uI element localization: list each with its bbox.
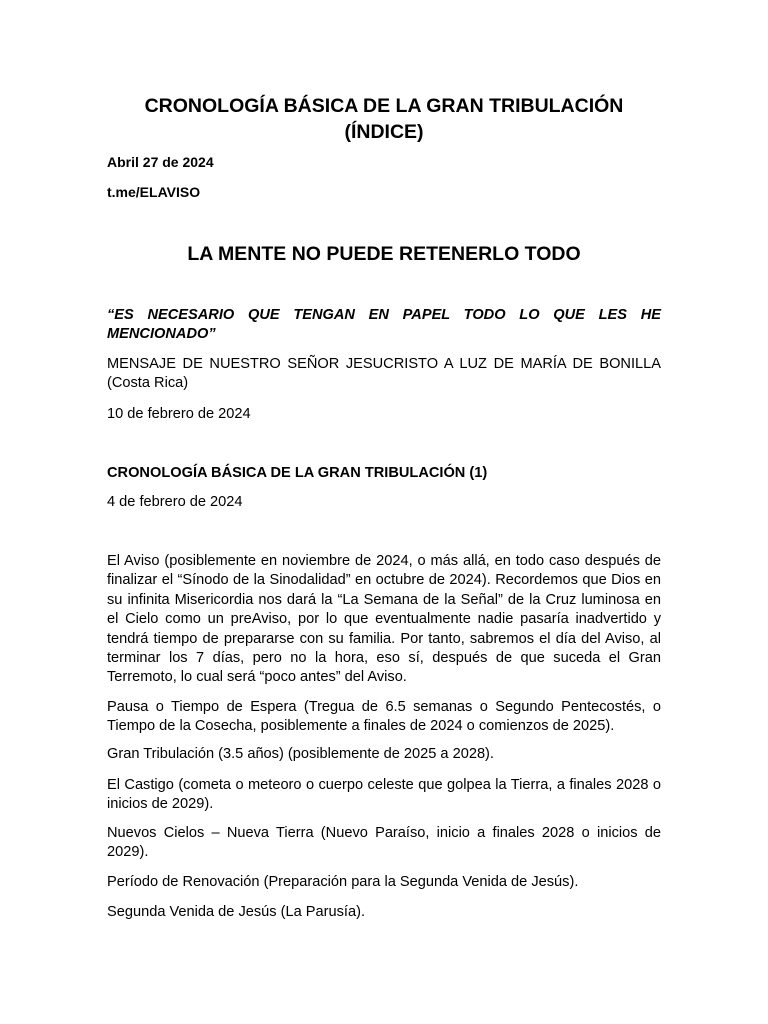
subheading-date: 4 de febrero de 2024: [107, 494, 243, 510]
document-title: [107, 93, 661, 145]
entry-segunda-venida: Segunda Venida de Jesús (La Parusía).: [107, 904, 365, 920]
section-heading: LA MENTE NO PUEDE RETENERLO TODO: [187, 243, 581, 265]
message-date: 10 de febrero de 2024: [107, 406, 251, 422]
entry-renovacion: Período de Renovación (Preparación para la Segunda Venida de Jesús).: [107, 874, 579, 890]
entry-pausa: Pausa o Tiempo de Espera (Tregua de 6.5 semanas o Segundo Pentecostés, o Tiempo de la Cosecha, posiblemente a finales de 2024 o comienzos de 2025).: [107, 699, 661, 735]
subheading: CRONOLOGÍA BÁSICA DE LA GRAN TRIBULACIÓN (1): [107, 465, 488, 481]
title-line-1: CRONOLOGÍA BÁSICA DE LA GRAN TRIBULACIÓN: [144, 95, 624, 117]
title-line-2: (ÍNDICE): [344, 121, 424, 143]
document-date: Abril 27 de 2024: [107, 154, 214, 170]
entry-nuevos-cielos: Nuevos Cielos – Nueva Tierra (Nuevo Paraíso, inicio a finales 2028 o inicios de 2029).: [107, 825, 661, 861]
entry-gran-tribulacion: Gran Tribulación (3.5 años) (posiblemente de 2025 a 2028).: [107, 746, 494, 762]
quote-text: “ES NECESARIO QUE TENGAN EN PAPEL TODO LO QUE LES HE MENCIONADO”: [107, 307, 661, 343]
entry-aviso: El Aviso (posiblemente en noviembre de 2024, o más allá, en todo caso después de finalizar el “Sínodo de la Sinodalidad” en octubre de 2024). Recordemos que Dios en su infinita Misericordia nos dará la “La Semana de la Señal” de la Cruz luminosa en el Cielo como un preAviso, por lo que eventualmente nadie pasaría inadvertido y tendrá tiempo de prepararse con su familia. Por tanto, sabremos el día del Aviso, al terminar los 7 días, pero no la hora, eso sí, después de que suceda el Gran Terremoto, lo cual será “poco antes” del Aviso.: [107, 553, 661, 686]
entry-castigo: El Castigo (cometa o meteoro o cuerpo celeste que golpea la Tierra, a finales 2028 o inicios de 2029).: [107, 777, 661, 813]
message-source: MENSAJE DE NUESTRO SEÑOR JESUCRISTO A LUZ DE MARÍA DE BONILLA (Costa Rica): [107, 356, 661, 392]
telegram-link[interactable]: t.me/ELAVISO: [107, 184, 201, 200]
